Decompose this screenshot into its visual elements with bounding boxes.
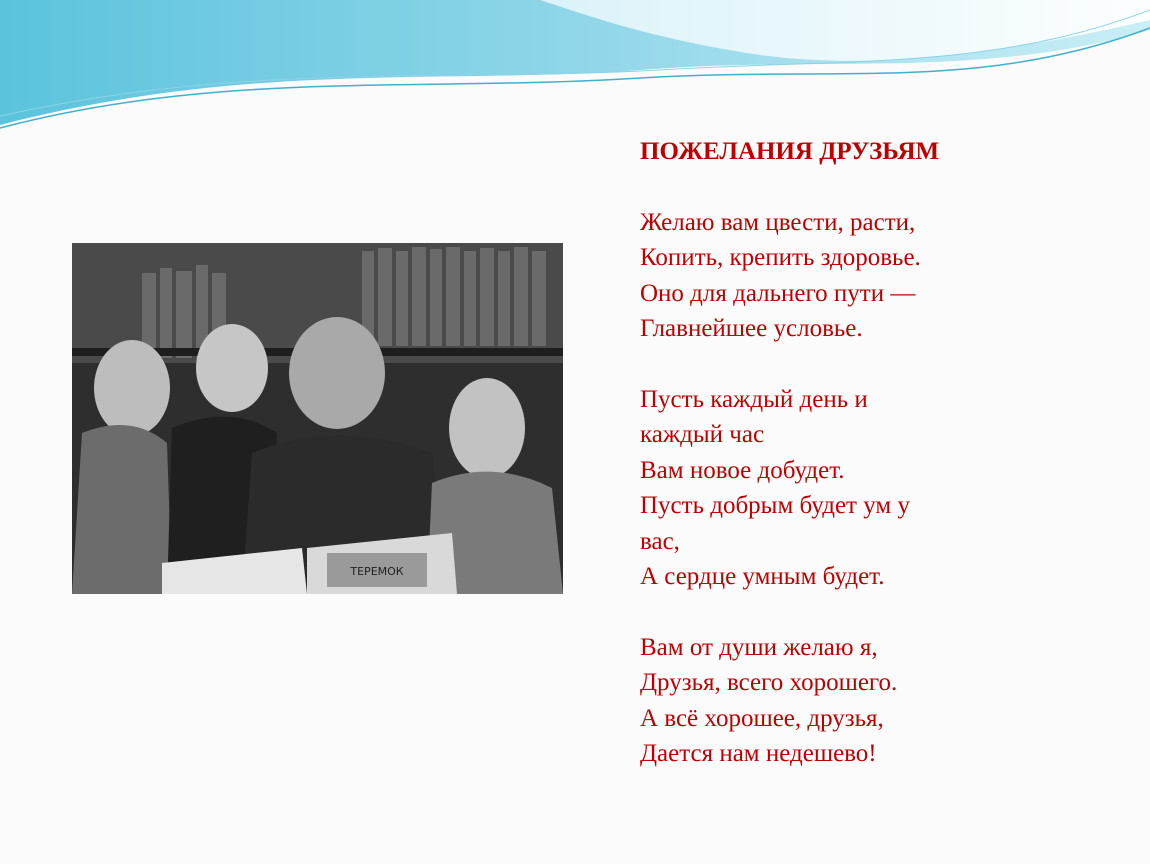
stanza-3 [640,630,1120,772]
photo-reading-children [72,243,563,594]
poem-line: А всё хорошее, друзья, [640,704,884,732]
decorative-wave-header [0,0,1150,140]
poem-line: каждый час [640,421,765,448]
poem-line: А сердце умным будет. [640,563,885,590]
poem-line: Главнейшее условье. [640,315,863,342]
book-cover-text: ТЕРЕМОК [350,565,404,578]
poem-line: Вам новое добудет. [640,456,845,484]
poem-title: ПОЖЕЛАНИЯ ДРУЗЬЯМ [640,138,940,165]
stanza-1 [640,205,1120,347]
stanza-2 [640,382,1120,595]
poem-line: Вам от души желаю я, [640,633,878,661]
poem-line: Оно для дальнего пути — [640,279,916,307]
poem-line: Пусть добрым будет ум у [640,492,910,519]
poem-line: вас, [640,527,680,555]
poem-line: Копить, крепить здоровье. [640,244,921,271]
poem [640,134,1120,772]
poem-line: Дается нам недешево! [640,740,877,767]
photo-illustration [72,243,563,594]
poem-line: Пусть каждый день и [640,385,868,413]
poem-line: Друзья, всего хорошего. [640,669,898,696]
poem-line: Желаю вам цвести, расти, [640,208,916,236]
